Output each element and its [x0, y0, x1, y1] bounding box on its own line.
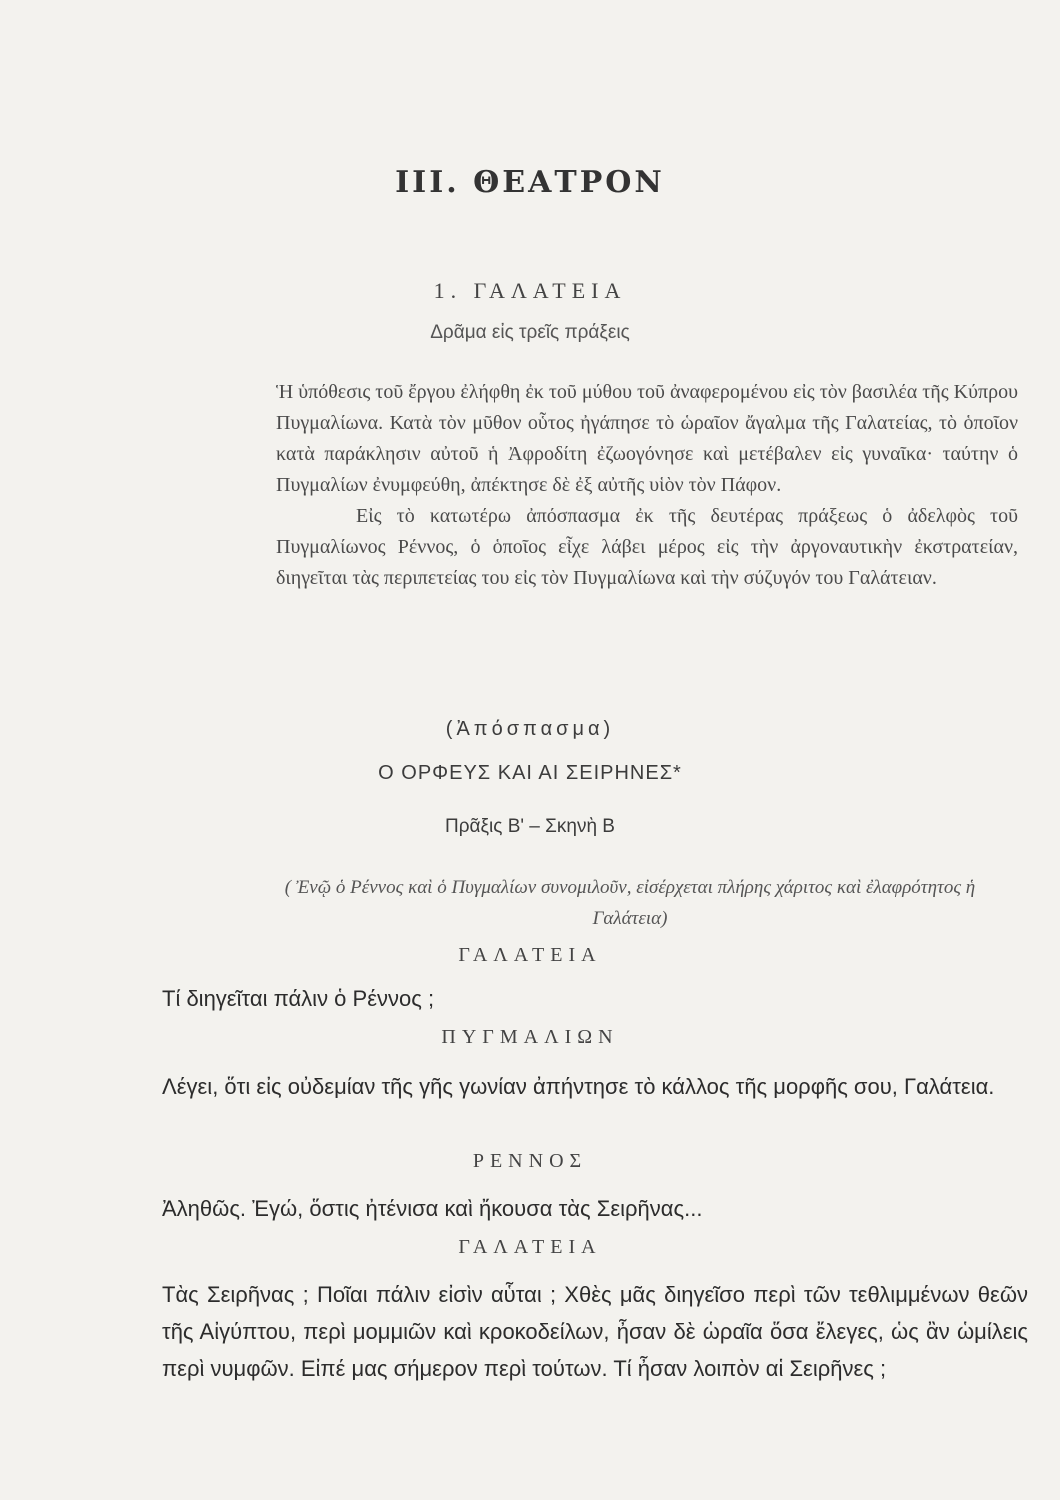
- stage-direction: ( Ἐνῷ ὁ Ρέννος καὶ ὁ Πυγμαλίων συνομιλοῦν, εἰσέρχεται πλήρης χάριτος καὶ ἐλαφρότητος ἡ Γαλάτεια): [284, 877, 976, 929]
- intro-paragraph: Εἰς τὸ κατωτέρω ἀπόσπασμα ἐκ τῆς δευτέρας πράξεως ὁ ἀδελφὸς τοῦ Πυγμαλίωνος Ρέννος, ὁ ὁποῖος εἶχε λάβει μέρος εἰς τὴν ἀργοναυτικὴν ἐκστρατείαν, διηγεῖται τὰς περιπετείας του εἰς τὸν Πυγμαλίωνα καὶ τὴν σύζυγόν του Γαλάτειαν.: [276, 505, 1018, 589]
- speaker-name: ΓΑΛΑΤΕΙΑ: [458, 944, 602, 966]
- speaker-name: ΡΕΝΝΟΣ: [472, 1150, 588, 1172]
- dialogue-line: Τὰς Σειρῆνας ; Ποῖαι πάλιν εἰσὶν αὗται ; Χθὲς μᾶς διηγεῖσο περὶ τῶν τεθλιμμένων θεῶν τῆς Αἰγύπτου, περὶ μομμιῶν καὶ κροκοδείλων, ἦσαν δὲ ὡραῖα ὅσα ἔλεγες, ὡς ἂν ὡμίλεις περὶ νυμφῶν. Εἰπέ μας σήμερον περὶ τούτων. Τί ἦσαν λοιπὸν αἱ Σειρῆνες ;: [162, 1282, 1028, 1381]
- play-title: 1. ΓΑΛΑΤΕΙΑ: [433, 278, 627, 303]
- introduction: [276, 377, 1018, 594]
- excerpt-title: Ο ΟΡΦΕΥΣ ΚΑΙ ΑΙ ΣΕΙΡΗΝΕΣ*: [378, 762, 682, 784]
- speaker-name: ΠΥΓΜΑΛΙΩΝ: [441, 1026, 619, 1048]
- speaker-name: ΓΑΛΑΤΕΙΑ: [458, 1236, 602, 1258]
- dialogue-line: Ἀληθῶς. Ἐγώ, ὅστις ἠτένισα καὶ ἤκουσα τὰς Σειρῆνας...: [162, 1196, 703, 1221]
- act-scene-heading: Πρᾶξις Β' – Σκηνὴ Β: [445, 816, 615, 837]
- excerpt-label: (Ἀπόσπασμα): [445, 718, 615, 740]
- dialogue-line: Λέγει, ὅτι εἰς οὐδεμίαν τῆς γῆς γωνίαν ἀπήντησε τὸ κάλλος τῆς μορφῆς σου, Γαλάτεια.: [162, 1074, 995, 1099]
- section-title: III. ΘΕΑΤΡΟΝ: [395, 165, 665, 200]
- play-subtitle: Δρᾶμα εἰς τρεῖς πράξεις: [430, 322, 630, 343]
- intro-paragraph: Ἡ ὑπόθεσις τοῦ ἔργου ἐλήφθη ἐκ τοῦ μύθου τοῦ ἀναφερομένου εἰς τὸν βασιλέα τῆς Κύπρου Πυγμαλίωνα. Κατὰ τὸν μῦθον οὗτος ἠγάπησε τὸ ὡραῖον ἄγαλμα τῆς Γαλατείας, τὸ ὁποῖον κατὰ παράκλησιν αὐτοῦ ἡ Ἀφροδίτη ἐζωογόνησε καὶ μετέβαλεν εἰς γυναῖκα· ταύτην ὁ Πυγμαλίων ἐνυμφεύθη, ἀπέκτησε δὲ ἐξ αὐτῆς υἱὸν τὸν Πάφον.: [276, 381, 1018, 496]
- dialogue-line: Τί διηγεῖται πάλιν ὁ Ρέννος ;: [162, 986, 435, 1011]
